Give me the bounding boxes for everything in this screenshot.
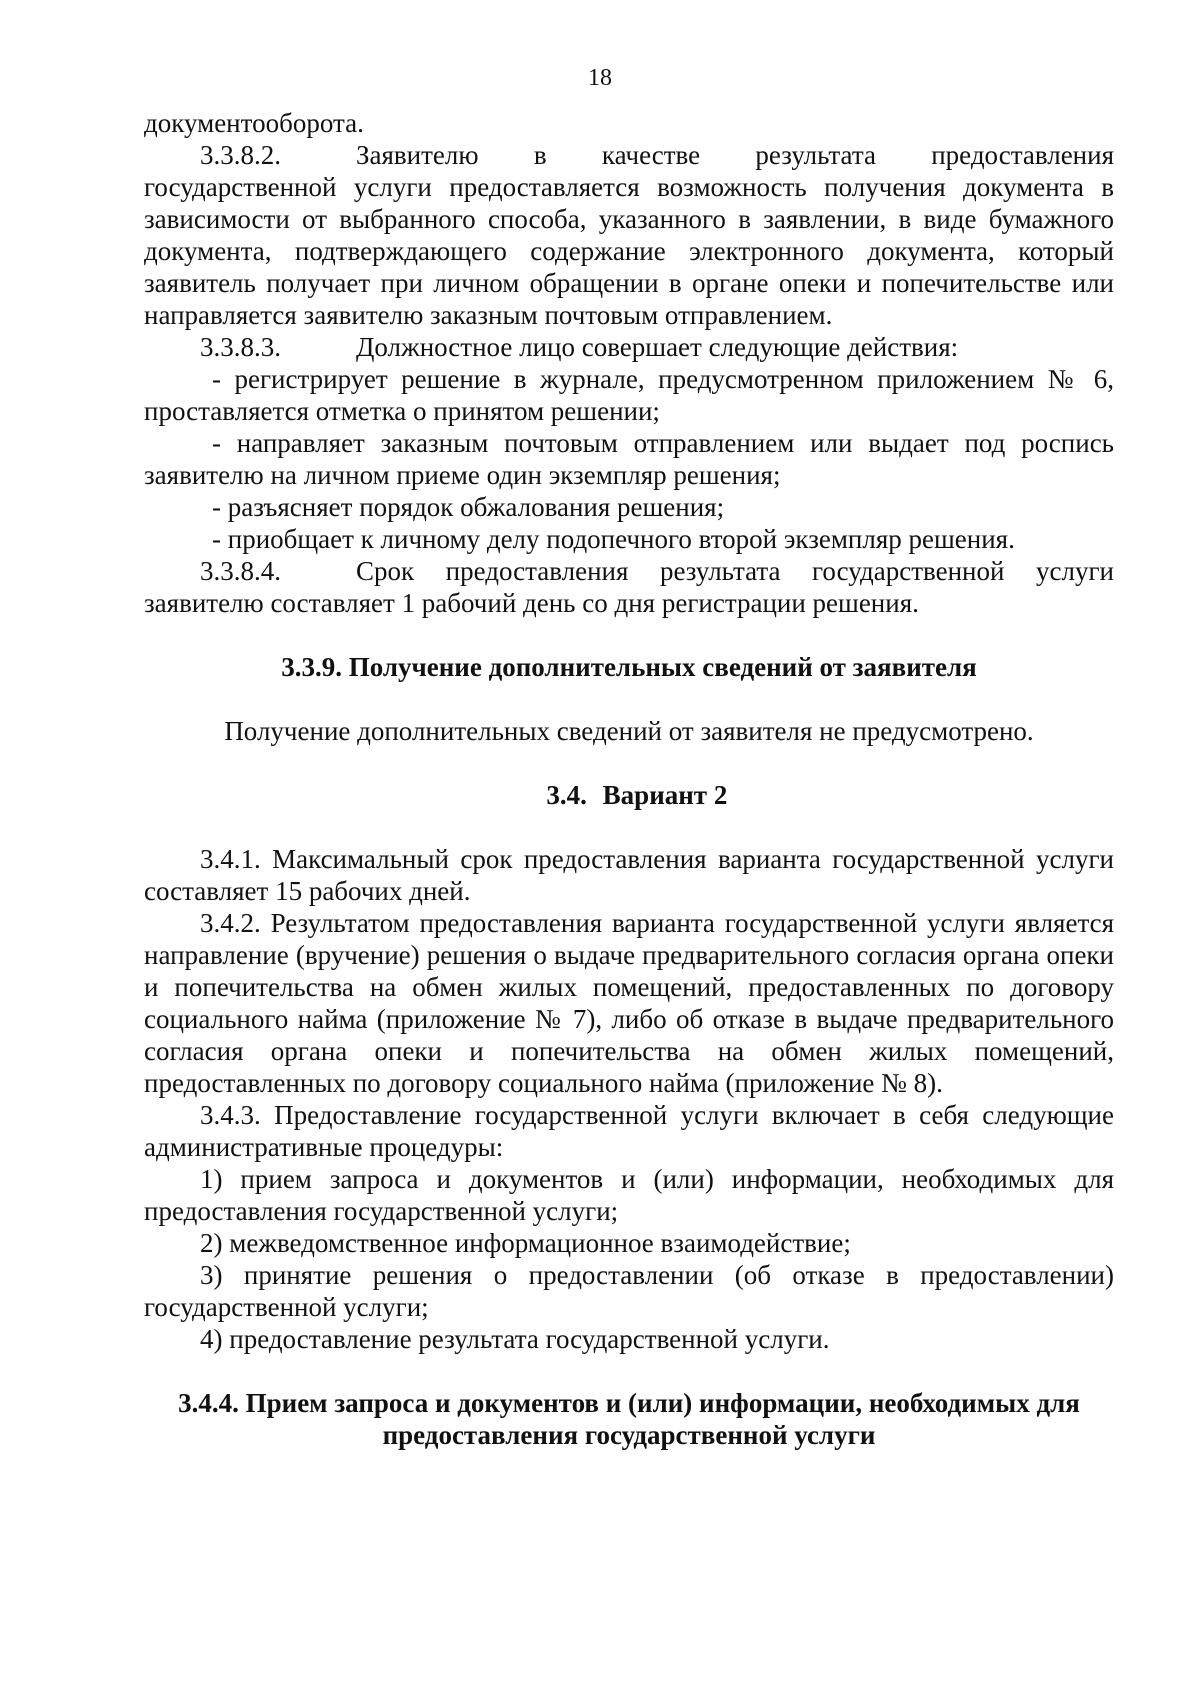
paragraph-3-4-1: 3.4.1. Максимальный срок предоставления варианта государственной услуги составляет 15 рабочих дней.	[144, 844, 1114, 906]
procedure-item-2: 2) межведомственное информационное взаимодействие;	[200, 1228, 851, 1258]
paragraph-3-4-3: 3.4.3. Предоставление государственной услуги включает в себя следующие административные процедуры:	[144, 1100, 1114, 1162]
heading-line: 3.4.4. Прием запроса и документов и (или) информации, необходимых для	[178, 1388, 1080, 1418]
section-title: Вариант 2	[602, 780, 728, 810]
heading-line: предоставления государственной услуги	[382, 1420, 876, 1450]
list-item-attach: - приобщает к личному делу подопечного второй экземпляр решения.	[212, 524, 1015, 554]
document-body	[144, 107, 1114, 1451]
paragraph-3-3-9: Получение дополнительных сведений от заявителя не предусмотрено.	[224, 716, 1034, 746]
clause-number: 3.3.8.4.	[200, 556, 281, 586]
paragraph-3-3-8-3	[144, 331, 1114, 363]
procedure-item-4: 4) предоставление результата государственной услуги.	[200, 1324, 830, 1354]
list-item-register: - регистрирует решение в журнале, предусмотренном приложением № 6, проставляется отметка о принятом решении;	[144, 364, 1114, 426]
list-item-explain: - разъясняет порядок обжалования решения;	[212, 492, 725, 522]
paragraph-3-3-8-4	[144, 555, 1114, 619]
paragraph-continuation: документооборота.	[144, 108, 364, 138]
clause-number: 3.3.8.2.	[200, 140, 281, 170]
page-number: 18	[588, 65, 612, 91]
clause-text: Заявителю в качестве результата предоставления государственной услуги предоставляется возможность получения документа в зависимости от выбранного способа, указанного в заявлении, в виде бумажного документа, подтверждающего содержание электронного документа, который заявитель получает при личном обращении в органе опеки и попечительстве или направляется заявителю заказным почтовым отправлением.	[144, 140, 1114, 330]
procedure-item-1: 1) прием запроса и документов и (или) информации, необходимых для предоставления государственной услуги;	[144, 1164, 1114, 1226]
section-number: 3.4.	[546, 780, 587, 810]
section-3-4-body	[144, 843, 1114, 1355]
heading-3-4-4	[124, 1387, 1134, 1451]
clause-number: 3.3.8.3.	[200, 332, 281, 362]
heading-3-4	[144, 779, 1114, 811]
paragraph-3-4-2: 3.4.2. Результатом предоставления варианта государственной услуги является направление (вручение) решения о выдаче предварительного согласия органа опеки и попечительства на обмен жилых помещений, предоставленных по договору социального найма (приложение № 7), либо об отказе в выдаче предварительного согласия органа опеки и попечительства на обмен жилых помещений, предоставленных по договору социального найма (приложение № 8).	[144, 908, 1114, 1098]
heading-3-3-9: 3.3.9. Получение дополнительных сведений от заявителя	[281, 652, 977, 682]
paragraph-3-3-8-2	[144, 139, 1114, 331]
procedure-item-3: 3) принятие решения о предоставлении (об отказе в предоставлении) государственной услуги;	[144, 1260, 1114, 1322]
clause-text: Должностное лицо совершает следующие действия:	[356, 332, 959, 362]
clause-text: Срок предоставления результата государственной услуги заявителю составляет 1 рабочий день со дня регистрации решения.	[144, 556, 1114, 618]
list-item-send: - направляет заказным почтовым отправлением или выдает под роспись заявителю на личном приеме один экземпляр решения;	[144, 428, 1114, 490]
